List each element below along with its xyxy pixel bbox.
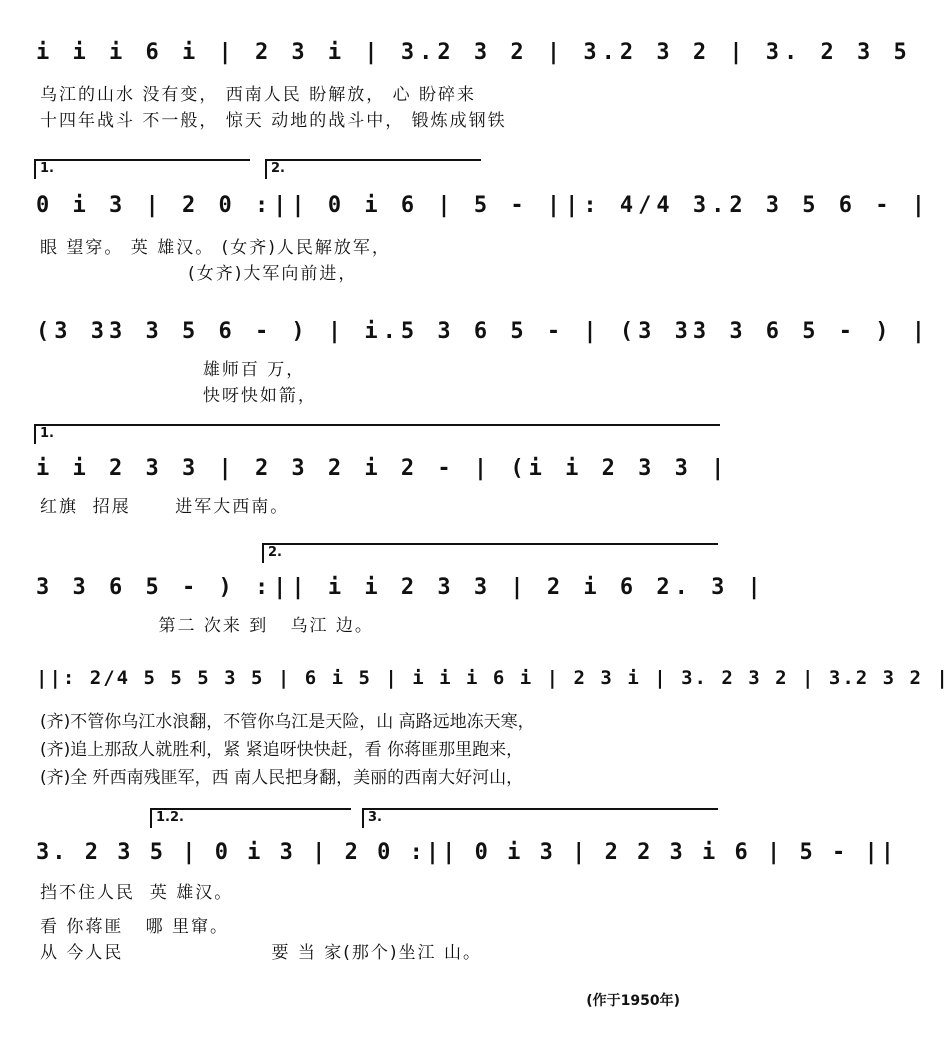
score-system-7 bbox=[0, 800, 897, 980]
score-system-4 bbox=[0, 420, 750, 520]
lyric-line: 快呀快如箭， bbox=[40, 386, 317, 406]
lyric-line: 眼 望穿。 英 雄汉。 (女齐)人民解放军， bbox=[40, 238, 391, 258]
volta-bracket: 1.2. bbox=[150, 808, 351, 828]
notation-line: ||: 2/4 5 5 5 3 5 | 6 i 5 | i i i 6 i | 2 3 i | 3. 2 3 2 | 3.2 3 2 | bbox=[36, 667, 950, 689]
score-system-6 bbox=[0, 655, 950, 788]
notation-line: 3 3 6 5 - ) :|| i i 2 3 3 | 2 i 6 2. 3 | bbox=[36, 575, 766, 600]
score-system-2 bbox=[0, 155, 931, 285]
composition-date-note: (作于1950年) bbox=[586, 993, 680, 1009]
volta-bracket: 2. bbox=[262, 543, 718, 563]
score-system-3 bbox=[0, 305, 931, 406]
lyric-line: (齐)全 歼西南残匪军，西 南人民把身翻，美丽的西南大好河山， bbox=[40, 768, 524, 788]
lyric-line: 从 今人民 要 当 家(那个)坐江 山。 bbox=[40, 943, 482, 963]
notation-line: i i i 6 i | 2 3 i | 3.2 3 2 | 3.2 3 2 | 3. 2 3 5 bbox=[36, 40, 912, 65]
lyric-line: 看 你蒋匪 哪 里窜。 bbox=[40, 917, 230, 937]
lyric-line: 十四年战斗 不一般， 惊天 动地的战斗中， 锻炼成钢铁 bbox=[40, 111, 507, 131]
score-system-5 bbox=[0, 535, 766, 645]
lyric-line: (齐)追上那敌人就胜利，紧 紧追呀快快赶，看 你蒋匪那里跑来， bbox=[40, 740, 524, 760]
lyric-line: 第二 次来 到 乌江 边。 bbox=[40, 616, 374, 636]
lyric-line: 红旗 招展 进军大西南。 bbox=[40, 497, 290, 517]
lyric-line: 雄师百 万， bbox=[40, 360, 306, 380]
volta-bracket: 1. bbox=[34, 424, 720, 444]
volta-bracket: 3. bbox=[362, 808, 718, 828]
lyric-line: 乌江的山水 没有变， 西南人民 盼解放， 心 盼碎来 bbox=[40, 85, 477, 105]
volta-bracket: 2. bbox=[265, 159, 481, 179]
notation-line: (3 33 3 5 6 - ) | i.5 3 6 5 - | (3 33 3 6 5 - ) | bbox=[36, 319, 931, 344]
notation-line: i i 2 3 3 | 2 3 2 i 2 - | (i i 2 3 3 | bbox=[36, 456, 730, 481]
lyric-line: (女齐)大军向前进， bbox=[40, 264, 358, 284]
lyric-line: 挡不住人民 英 雄汉。 bbox=[40, 883, 234, 903]
score-system-1 bbox=[0, 30, 912, 131]
notation-line: 0 i 3 | 2 0 :|| 0 i 6 | 5 - ||: 4/4 3.2 3 5 6 - | bbox=[36, 193, 931, 218]
lyric-line: (齐)不管你乌江水浪翻，不管你乌江是天险，山 高路远地冻天寒， bbox=[40, 712, 535, 732]
volta-bracket: 1. bbox=[34, 159, 250, 179]
notation-line: 3. 2 3 5 | 0 i 3 | 2 0 :|| 0 i 3 | 2 2 3 i 6 | 5 - || bbox=[36, 840, 897, 865]
